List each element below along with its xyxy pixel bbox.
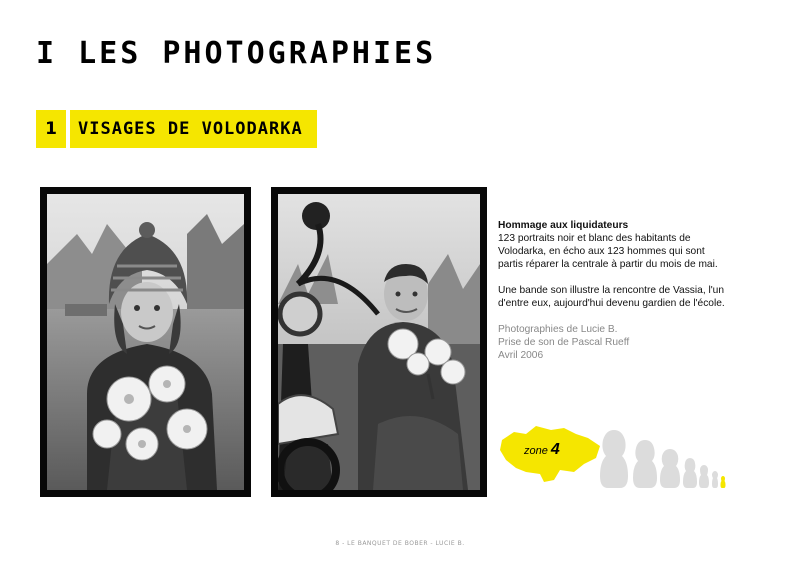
caption-paragraph-2: Une bande son illustre la rencontre de Vassia, l'un d'entre eux, aujourd'hui devenu gardien de l'école. [498, 285, 725, 309]
doll-4 [683, 458, 697, 488]
photo-man-motorcycle [271, 187, 487, 497]
credit-sound: Prise de son de Pascal Rueff [498, 337, 630, 348]
section-number: 1 [36, 110, 66, 148]
caption-title: Hommage aux liquidateurs [498, 220, 629, 231]
photo-child-image [47, 194, 244, 490]
doll-5 [699, 465, 709, 488]
caption-paragraph-1: 123 portraits noir et blanc des habitants de Volodarka, en écho aux 123 hommes qui sont partis réparer la centrale à partir du mois de mai. [498, 233, 718, 270]
doll-6 [712, 471, 718, 488]
credit-photos: Photographies de Lucie B. [498, 324, 618, 335]
caption-block [498, 219, 728, 375]
doll-3 [660, 449, 680, 488]
photo-child-portrait [40, 187, 251, 497]
page-footer: 8 - LE BANQUET DE BOBER - LUCIE B. [335, 540, 465, 547]
caption-credits [498, 323, 728, 362]
section-heading [36, 110, 317, 148]
nesting-dolls-icon [598, 428, 728, 488]
credit-date: Avril 2006 [498, 350, 544, 361]
section-title: VISAGES DE VOLODARKA [70, 110, 317, 148]
zone-label [524, 441, 560, 459]
zone-prefix: zone [524, 445, 548, 457]
caption-intro [498, 219, 728, 271]
zone-number: 4 [550, 441, 560, 458]
photo-man-image [278, 194, 480, 490]
doll-1 [600, 430, 628, 488]
doll-7-highlighted [721, 476, 726, 488]
doll-2 [633, 440, 657, 488]
page-title: I LES PHOTOGRAPHIES [36, 36, 437, 71]
